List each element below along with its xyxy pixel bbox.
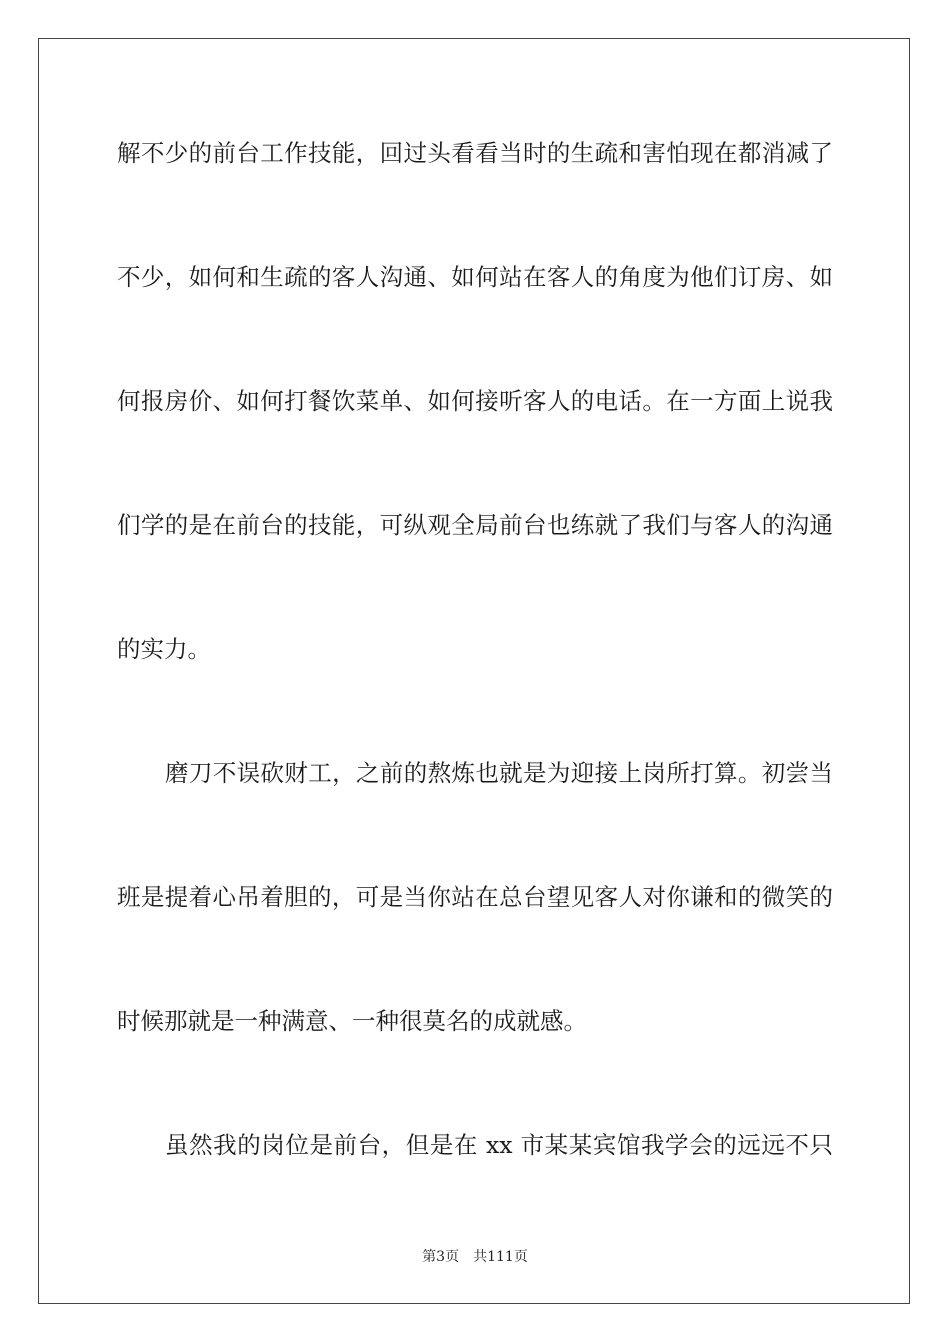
page-footer <box>0 1248 950 1266</box>
body-text-line: 不少，如何和生疏的客人沟通、如何站在客人的角度为他们订房、如 <box>117 263 833 291</box>
body-text-line: 的实力。 <box>117 635 211 663</box>
page-total: 共111页 <box>473 1249 528 1265</box>
paragraph-first-line: 虽然我的岗位是前台，但是在 xx 市某某宾馆我学会的远远不只 <box>165 1131 833 1159</box>
page-number: 第3页 <box>422 1249 460 1265</box>
body-text-line: 何报房价、如何打餐饮菜单、如何接听客人的电话。在一方面上说我 <box>117 387 833 415</box>
paragraph-first-line: 磨刀不误砍财工，之前的熬炼也就是为迎接上岗所打算。初尝当 <box>165 759 833 787</box>
body-text-line: 班是提着心吊着胆的，可是当你站在总台望见客人对你谦和的微笑的 <box>117 883 833 911</box>
body-text-line: 解不少的前台工作技能，回过头看看当时的生疏和害怕现在都消减了 <box>117 139 833 167</box>
body-text-line: 们学的是在前台的技能，可纵观全局前台也练就了我们与客人的沟通 <box>117 511 833 539</box>
body-text-line: 时候那就是一种满意、一种很莫名的成就感。 <box>117 1007 587 1035</box>
page-border <box>38 38 910 1304</box>
